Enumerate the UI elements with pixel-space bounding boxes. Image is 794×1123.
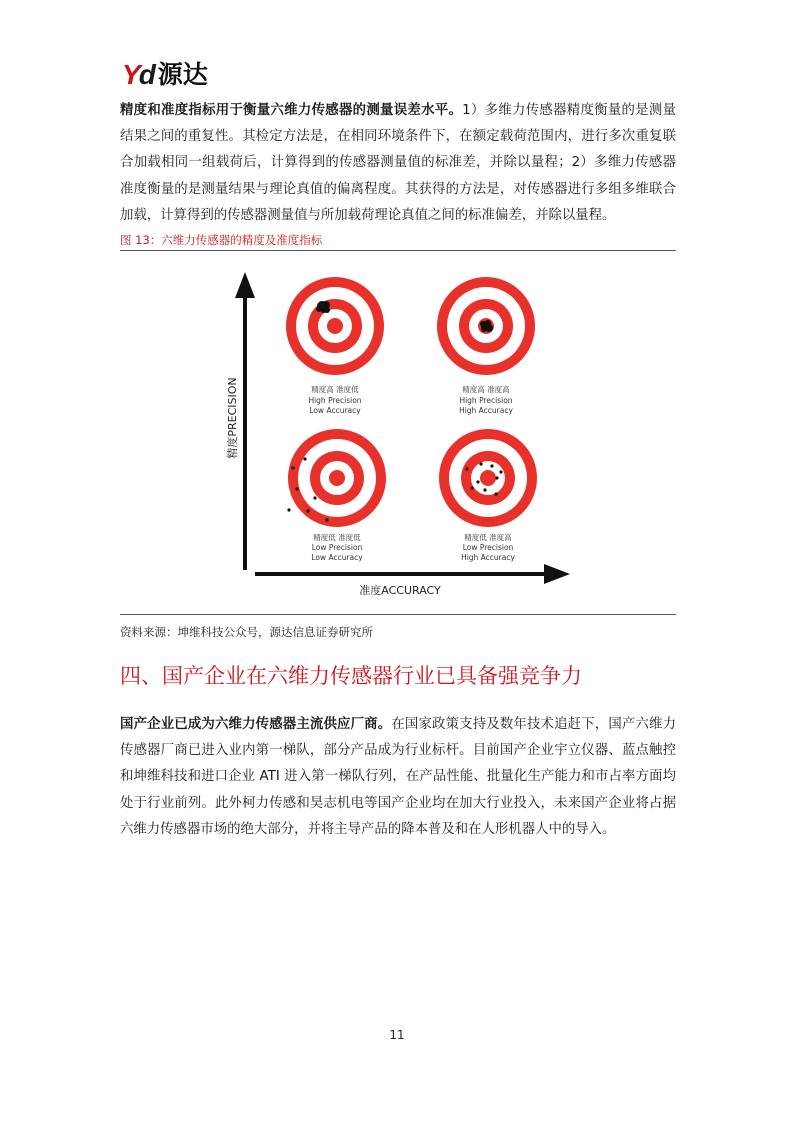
x-axis-arrow-icon <box>544 564 570 584</box>
target-label-en-1: High Precision <box>459 396 513 405</box>
paragraph-body: 在国家政策支持及数年技术追赶下，国产六维力传感器厂商已进入业内第一梯队，部分产品成为行业标杆。目前国产企业宇立仪器、蓝点触控和坤维科技和进口企业 ATI 进入第一梯队行列，在产品性能、批量化生产能力和市占率方面均处于行业前列。此外柯力传感和昊志机电等国产企业均在加大行业投入，未来国产企业将占据六维力传感器市场的绝大部分，并将主导产品的降本普及和在人形机器人中的导入。 <box>120 717 677 837</box>
target-label-cn: 精度低 准度低 <box>313 533 361 542</box>
x-axis-label: 准度ACCURACY <box>359 584 441 597</box>
target-high-precision-high-accuracy <box>437 277 535 415</box>
paragraph-lead: 精度和准度指标用于衡量六维力传感器的测量误差水平。 <box>120 103 463 118</box>
paragraph-domestic-suppliers <box>120 712 676 843</box>
y-axis-arrow-icon <box>235 272 255 298</box>
paragraph-precision-accuracy <box>120 98 676 229</box>
target-label-en-1: High Precision <box>308 396 362 405</box>
target-label-en-1: Low Precision <box>462 543 514 552</box>
y-axis-label: 精度PRECISION <box>226 377 239 459</box>
caption-rule <box>120 250 676 251</box>
precision-accuracy-figure <box>205 258 591 606</box>
figure-caption: 图 13：六维力传感器的精度及准度指标 <box>120 233 323 247</box>
target-label-en-2: Low Accuracy <box>309 406 361 415</box>
target-label-en-2: High Accuracy <box>459 406 513 415</box>
target-low-precision-high-accuracy <box>439 429 537 562</box>
logo-mark: Yd <box>122 59 154 90</box>
paragraph-body: 1）多维力传感器精度衡量的是测量结果之间的重复性。其检定方法是，在相同环境条件下，在额定载荷范围内，进行多次重复联合加载相同一组载荷后，计算得到的传感器测量值的标准差，并除以量程；2）多维力传感器准度衡量的是测量结果与理论真值的偏离程度。其获得的方法是，对传感器进行多组多维联合加载，计算得到的传感器测量值与所加载荷理论真值之间的标准偏差，并除以量程。 <box>120 103 676 223</box>
target-label-en-2: High Accuracy <box>461 553 515 562</box>
source-rule <box>120 614 676 615</box>
target-label-cn: 精度低 准度高 <box>464 533 512 542</box>
brand-logo <box>122 60 208 90</box>
paragraph-lead: 国产企业已成为六维力传感器主流供应厂商。 <box>120 717 392 732</box>
figure-source: 资料来源：坤维科技公众号，源达信息证券研究所 <box>120 625 373 639</box>
target-high-precision-low-accuracy <box>286 277 384 415</box>
target-label-en-2: Low Accuracy <box>311 553 363 562</box>
target-label-cn: 精度高 准度高 <box>462 385 510 394</box>
target-label-cn: 精度高 准度低 <box>311 385 359 394</box>
section-title: 四、国产企业在六维力传感器行业已具备强竞争力 <box>120 664 582 688</box>
target-label-en-1: Low Precision <box>311 543 363 552</box>
target-low-precision-low-accuracy <box>287 429 386 562</box>
logo-text: 源达 <box>157 60 208 89</box>
page-number: 11 <box>389 1028 405 1042</box>
